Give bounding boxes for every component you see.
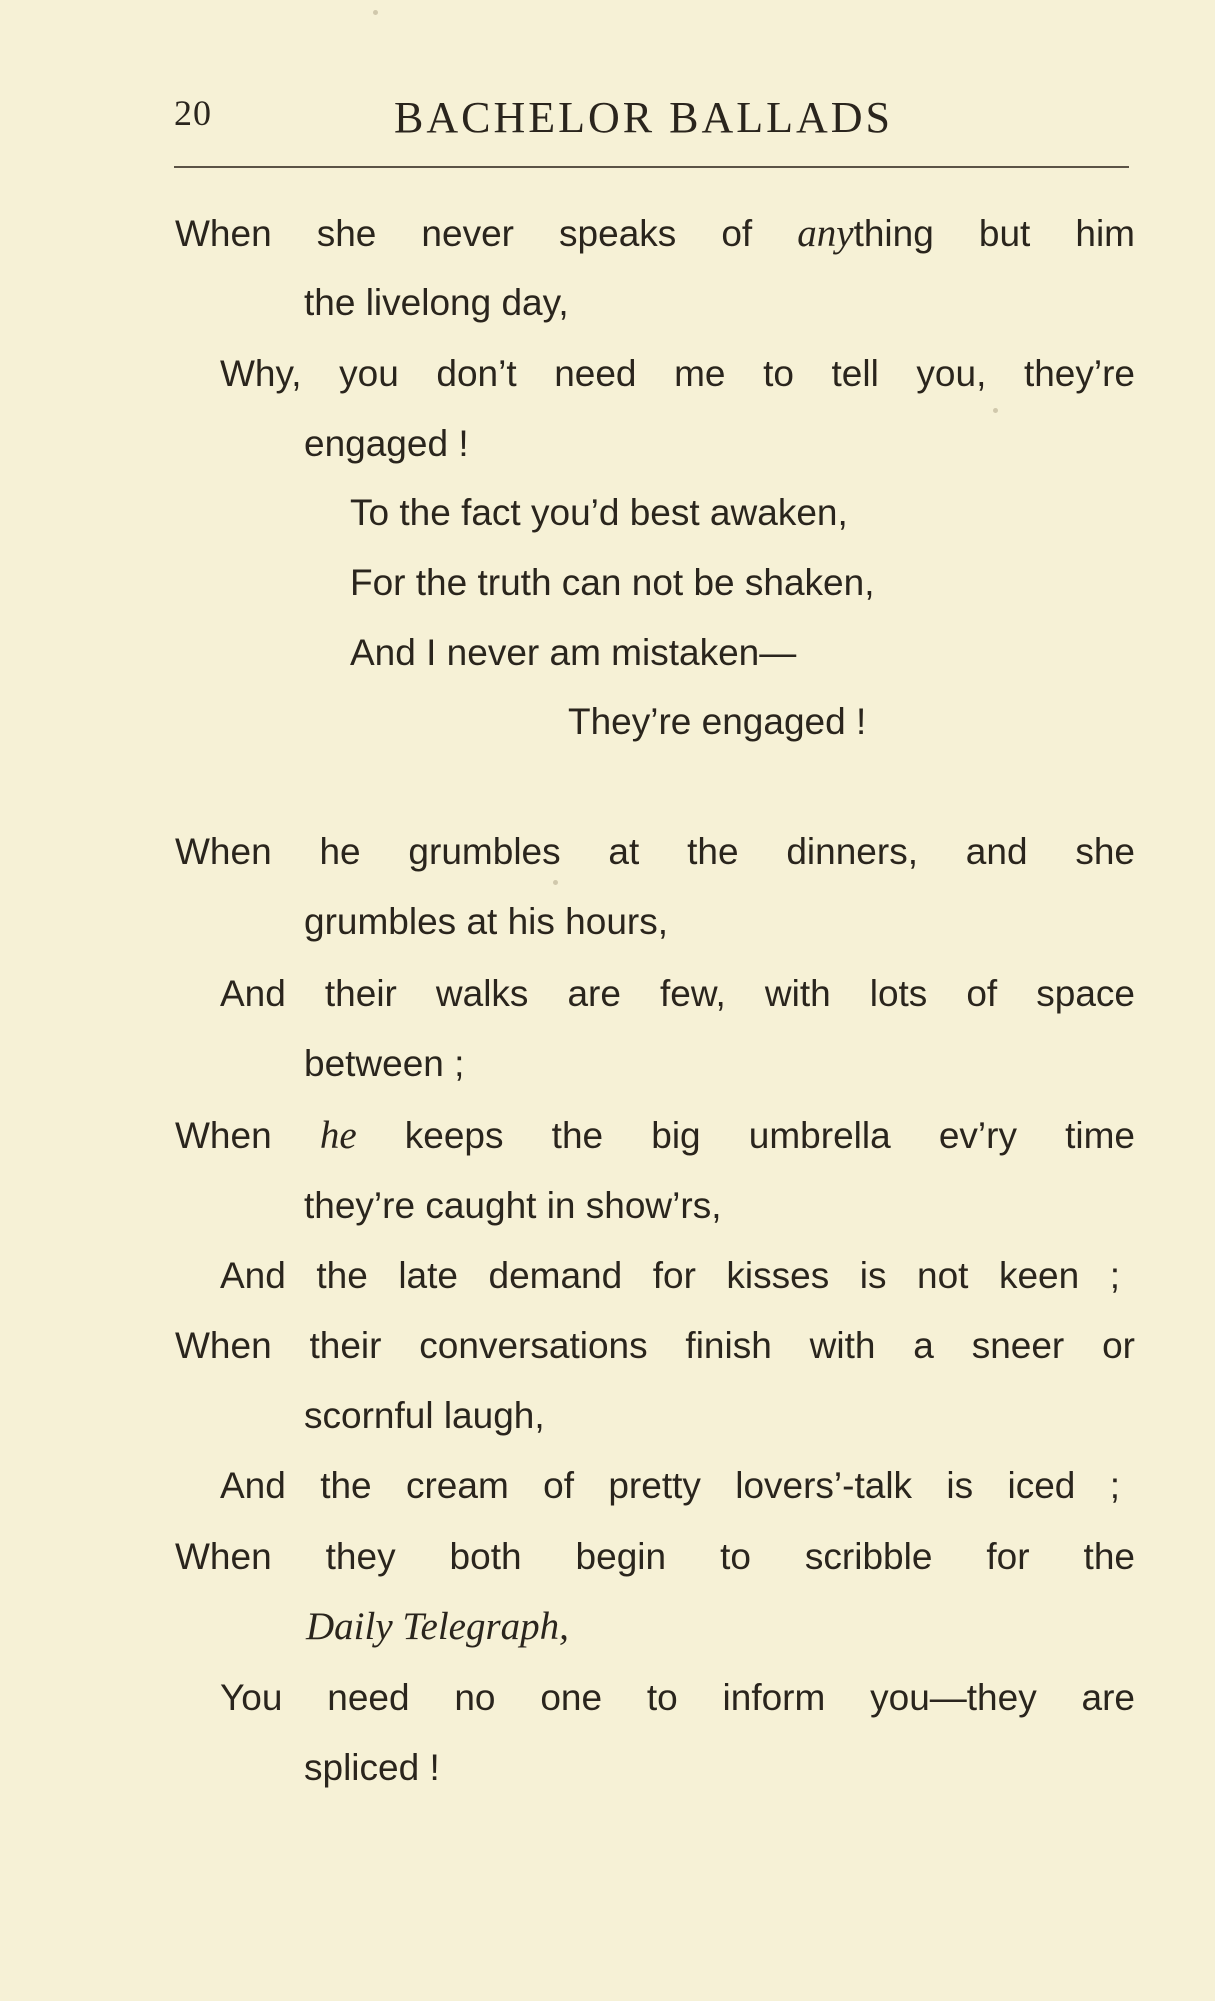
verse-line: And the late demand for kisses is not keen ;	[220, 1255, 1120, 1296]
verse-line: When their conversations finish with a sneer or	[175, 1325, 1135, 1366]
verse-line: You need no one to inform you—they are	[220, 1677, 1135, 1718]
verse-line: the livelong day,	[304, 282, 569, 323]
page-number: 20	[174, 93, 212, 133]
verse-line: And their walks are few, with lots of space	[220, 973, 1135, 1014]
running-title: BACHELOR BALLADS	[394, 93, 894, 142]
verse-line	[175, 1114, 1135, 1158]
verse-text: When	[175, 1115, 320, 1156]
verse-line: spliced !	[304, 1747, 440, 1788]
verse-italic-text: he	[319, 1114, 357, 1157]
verse-line: To the fact you’d best awaken,	[350, 492, 848, 533]
paper-speck	[553, 880, 558, 885]
verse-line: When he grumbles at the dinners, and she	[175, 831, 1135, 872]
paper-speck	[373, 10, 378, 15]
verse-italic-text: any	[797, 212, 854, 255]
verse-line: And I never am mistaken—	[350, 632, 797, 673]
verse-line: they’re caught in show’rs,	[304, 1185, 722, 1226]
verse-line	[175, 212, 1135, 256]
verse-line: engaged !	[304, 423, 469, 464]
paper-speck	[993, 408, 998, 413]
verse-line: scornful laugh,	[304, 1395, 545, 1436]
verse-text: thing but him	[853, 213, 1135, 254]
page-header	[174, 92, 1129, 142]
header-rule	[174, 166, 1129, 168]
verse-line: Why, you don’t need me to tell you, they’re	[220, 353, 1135, 394]
verse-line: And the cream of pretty lovers’-talk is iced ;	[220, 1465, 1120, 1506]
verse-text: When she never speaks of	[175, 213, 798, 254]
verse-line: For the truth can not be shaken,	[350, 562, 875, 603]
verse-text: keeps the big umbrella ev’ry time	[356, 1115, 1135, 1156]
verse-line: between ;	[304, 1043, 465, 1084]
verse-line: They’re engaged !	[568, 701, 867, 742]
verse-line: grumbles at his hours,	[304, 901, 669, 942]
verse-italic-line: Daily Telegraph,	[306, 1605, 569, 1648]
verse-line: When they both begin to scribble for the	[175, 1536, 1135, 1577]
